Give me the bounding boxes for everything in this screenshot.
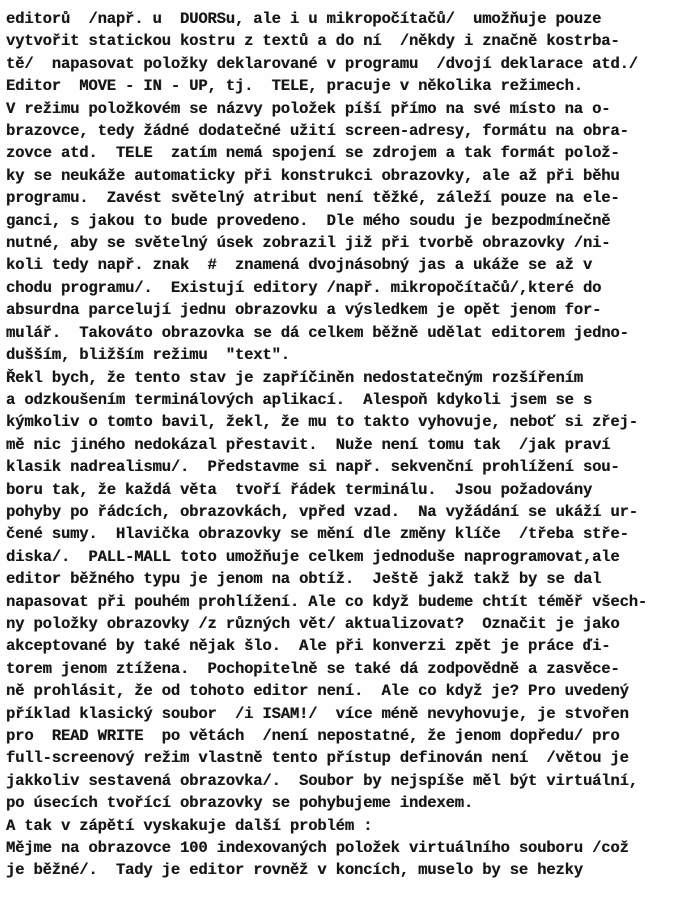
text-line: editor běžného typu je jenom na obtíž. Ještě jakž takž by se dal xyxy=(6,570,602,589)
text-line: programu. Zavést světelný atribut není těžké, záleží pouze na ele- xyxy=(6,189,620,208)
text-line: tě/ napasovat položky deklarované v programu /dvojí deklarace atd./ xyxy=(6,54,638,73)
document-text xyxy=(6,8,678,882)
text-line: V režimu položkovém se názvy položek píší přímo na své místo na o- xyxy=(6,99,611,118)
text-line: zovce atd. TELE zatím nemá spojení se zdrojem a tak formát polož- xyxy=(6,144,620,163)
text-line: full-screenový režim vlastně tento přístup definován není /větou je xyxy=(6,749,629,768)
text-line: chodu programu/. Existují editory /např. mikropočítačů/,které do xyxy=(6,278,602,297)
text-line: editorů /např. u DUORSu, ale i u mikropočítačů/ umožňuje pouze xyxy=(6,10,602,28)
text-line: po úsecích tvořící obrazovky se pohybujeme indexem. xyxy=(6,794,474,813)
text-line: a odzkoušením terminálových aplikací. Alespoň kdykoli jsem se s xyxy=(6,390,593,409)
text-line: boru tak, že každá věta tvoří řádek terminálu. Jsou požadovány xyxy=(6,480,593,499)
text-line: je běžné/. Tady je editor rovněž v koncích, muselo by se hezky xyxy=(6,861,583,880)
text-line: dušším, bližším režimu "text". xyxy=(6,346,290,365)
text-line: ky se neukáže automaticky při konstrukci obrazovky, ale až při běhu xyxy=(6,166,620,185)
text-line: kýmkoliv o tomto bavil, žekl, že mu to takto vyhovuje, neboť si zřej- xyxy=(6,413,638,432)
text-line: vytvořit statickou kostru z textů a do ní /někdy i značně kostrba- xyxy=(6,32,620,51)
text-line: akceptované by také nějak šlo. Ale při konverzi zpět je práce ďi- xyxy=(6,637,611,656)
text-line: ny položky obrazovky /z různých vět/ aktualizovat? Označit je jako xyxy=(6,614,620,633)
text-line: Mějme na obrazovce 100 indexovaných položek virtuálního souboru /což xyxy=(6,839,629,858)
text-line: absurdna parcelují jednu obrazovku a výsledkem je opět jenom for- xyxy=(6,301,602,320)
text-line: jakkoliv sestavená obrazovka/. Soubor by nejspíše měl být virtuální, xyxy=(6,771,638,790)
text-line: brazovce, tedy žádné dodatečné užití screen-adresy, formátu na obra- xyxy=(6,122,629,141)
text-line: napasovat při pouhém prohlížení. Ale co když budeme chtít téměř všech- xyxy=(6,592,648,611)
text-line: Editor MOVE - IN - UP, tj. TELE, pracuje v několika režimech. xyxy=(6,77,583,96)
text-line: koli tedy např. znak # znamená dvojnásobný jas a ukáže se až v xyxy=(6,256,593,275)
text-line: ganci, s jakou to bude provedeno. Dle mého soudu je bezpodmínečně xyxy=(6,211,611,230)
text-line: pohyby po řádcích, obrazovkách, vpřed vzad. Na vyžádání se ukáží ur- xyxy=(6,502,638,521)
text-line: klasik nadrealismu/. Představme si např. sekvenční prohlížení sou- xyxy=(6,458,620,477)
text-line: nutné, aby se světelný úsek zobrazil již při tvorbě obrazovky /ni- xyxy=(6,234,611,253)
text-line: čené sumy. Hlavička obrazovky se mění dle změny klíče /třeba stře- xyxy=(6,525,629,544)
text-line: diska/. PALL-MALL toto umožňuje celkem jednoduše naprogramovat,ale xyxy=(6,547,620,566)
text-line: torem jenom ztížena. Pochopitelně se také dá zodpovědně a zasvěce- xyxy=(6,659,620,678)
text-line: mě nic jiného nedokázal přestavit. Nuže není tomu tak /jak praví xyxy=(6,435,611,454)
text-line: ně prohlásit, že od tohoto editor není. Ale co když je? Pro uvedený xyxy=(6,682,629,701)
text-line: A tak v zápětí vyskakuje další problém : xyxy=(6,816,373,835)
text-line: Řekl bych, že tento stav je zapříčiněn nedostatečným rozšířením xyxy=(6,368,583,387)
text-line: příklad klasický soubor /i ISAM!/ více méně nevyhovuje, je stvořen xyxy=(6,704,629,723)
text-line: mulář. Takováto obrazovka se dá celkem běžně udělat editorem jedno- xyxy=(6,323,629,342)
text-line: pro READ WRITE po větách /není nepostatné, že jenom dopředu/ pro xyxy=(6,727,620,745)
